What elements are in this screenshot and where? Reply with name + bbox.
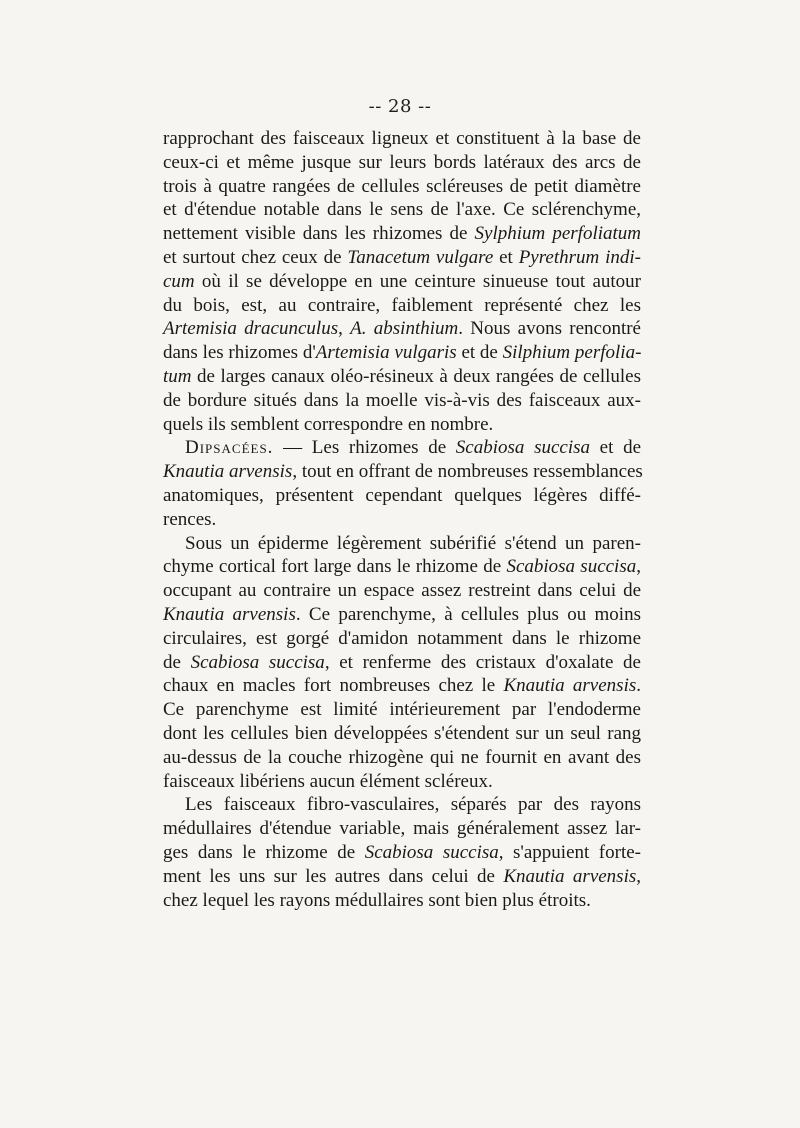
- text-line: et d'étendue notable dans le sens de l'axe. Ce sclérenchyme,: [163, 199, 641, 221]
- text-run: . Ce parenchyme, à cellules plus ou moins: [295, 603, 641, 625]
- text-line: Ce parenchyme est limité intérieurement par l'endoderme: [163, 699, 641, 721]
- taxon-name: Pyrethrum indi-: [518, 246, 641, 268]
- text-line: quels ils semblent correspondre en nombre.: [163, 413, 494, 435]
- text-line: chez lequel les rayons médullaires sont bien plus étroits.: [163, 889, 591, 911]
- taxon-name: cum: [163, 270, 195, 292]
- text-line: [163, 674, 641, 698]
- taxon-name: tum: [163, 365, 192, 387]
- text-line: du bois, est, au contraire, faiblement représenté chez les: [163, 294, 641, 316]
- text-run: ges dans le rhizome de: [163, 841, 365, 863]
- text-line: [163, 317, 641, 341]
- text-line: médullaires d'étendue variable, mais généralement assez lar-: [163, 818, 641, 840]
- text-line: [163, 246, 641, 270]
- taxon-name: Artemisia dracunculus: [163, 318, 339, 340]
- taxon-name: Knautia arvensis: [503, 675, 637, 697]
- text-line: circulaires, est gorgé d'amidon notamment dans le rhizome: [163, 627, 641, 649]
- text-run: dans les rhizomes d': [163, 342, 316, 364]
- page-number: -- 28 --: [368, 96, 432, 117]
- text-line: rences.: [163, 508, 217, 530]
- text-run: , et renferme des cristaux d'oxalate de: [324, 651, 641, 673]
- taxon-name: Knautia arvensis: [163, 461, 293, 483]
- text-line: de bordure situés dans la moelle vis-à-vis des faisceaux aux-: [163, 389, 641, 411]
- text-line: [163, 436, 641, 460]
- text-run: où il se développe en une ceinture sinueuse tout autour: [194, 270, 641, 292]
- text-run: et surtout chez ceux de: [163, 246, 348, 268]
- text-line: occupant au contraire un espace assez restreint dans celui de: [163, 580, 641, 602]
- text-run: ,: [338, 318, 351, 340]
- text-line: anatomiques, présentent cependant quelques légères diffé-: [163, 484, 641, 506]
- taxon-name: Scabiosa succisa: [364, 841, 499, 863]
- text-line: ceux-ci et même jusque sur leurs bords latéraux des arcs de: [163, 151, 641, 173]
- text-line: [163, 341, 641, 365]
- text-run: de: [163, 651, 191, 673]
- taxon-name: Artemisia vulgaris: [315, 342, 457, 364]
- text-run: de larges canaux oléo-résineux à deux rangées de cellules: [191, 365, 641, 387]
- body-text: [163, 127, 641, 912]
- text-run: . Nous avons rencontré: [458, 318, 641, 340]
- text-line: [163, 603, 641, 627]
- paragraph-2: [163, 436, 641, 531]
- text-line: dont les cellules bien développées s'étendent sur un seul rang: [163, 722, 641, 744]
- text-line: trois à quatre rangées de cellules scléreuses de petit diamètre: [163, 175, 641, 197]
- taxon-name: Knautia arvensis: [503, 865, 637, 887]
- taxon-name: Tanacetum vulgare: [347, 246, 494, 268]
- text-run: ,: [636, 865, 642, 887]
- text-run: nettement visible dans les rhizomes de: [163, 223, 475, 245]
- text-line: [163, 555, 641, 579]
- text-run: chaux en macles fort nombreuses chez le: [163, 675, 504, 697]
- text-line: [163, 460, 641, 484]
- text-line: [163, 651, 641, 675]
- text-run: ,: [636, 556, 641, 578]
- paragraph-3: [163, 532, 641, 794]
- text-run: , tout en offrant de nombreuses ressemblances: [292, 461, 643, 483]
- text-run: et de: [590, 437, 641, 459]
- taxon-name: Sylphium perfoliatum: [474, 223, 641, 245]
- text-run: et de: [456, 342, 503, 364]
- text-line: [163, 365, 641, 389]
- taxon-name: Scabiosa succisa: [190, 651, 325, 673]
- taxon-name: Silphium perfolia-: [502, 342, 642, 364]
- text-line: faisceaux libériens aucun élément scléreux.: [163, 770, 493, 792]
- taxon-name: Scabiosa succisa: [506, 556, 637, 578]
- text-run: , s'appuient forte-: [498, 841, 642, 863]
- paragraph-4: [163, 793, 641, 912]
- text-line: [163, 841, 641, 865]
- taxon-name: Knautia arvensis: [163, 603, 296, 625]
- text-run: ment les uns sur les autres dans celui de: [163, 865, 504, 887]
- section-heading: Dipsacées.: [185, 437, 274, 459]
- text-line: Les faisceaux fibro-vasculaires, séparés par des rayons: [185, 794, 641, 816]
- text-line: Sous un épiderme légèrement subérifié s'étend un paren-: [185, 532, 641, 554]
- text-line: rapprochant des faisceaux ligneux et constituent à la base de: [163, 128, 641, 149]
- taxon-name: A. absinthium: [350, 318, 459, 340]
- text-run: chyme cortical fort large dans le rhizome de: [163, 556, 507, 578]
- text-run: — Les rhizomes de: [273, 437, 456, 459]
- text-run: et: [493, 246, 519, 268]
- text-line: [163, 270, 641, 294]
- text-line: [163, 222, 641, 246]
- text-line: au-dessus de la couche rhizogène qui ne fournit en avant des: [163, 746, 641, 768]
- text-line: [163, 865, 641, 889]
- paragraph-1: [163, 127, 641, 436]
- text-run: .: [636, 675, 641, 697]
- taxon-name: Scabiosa succisa: [455, 437, 591, 459]
